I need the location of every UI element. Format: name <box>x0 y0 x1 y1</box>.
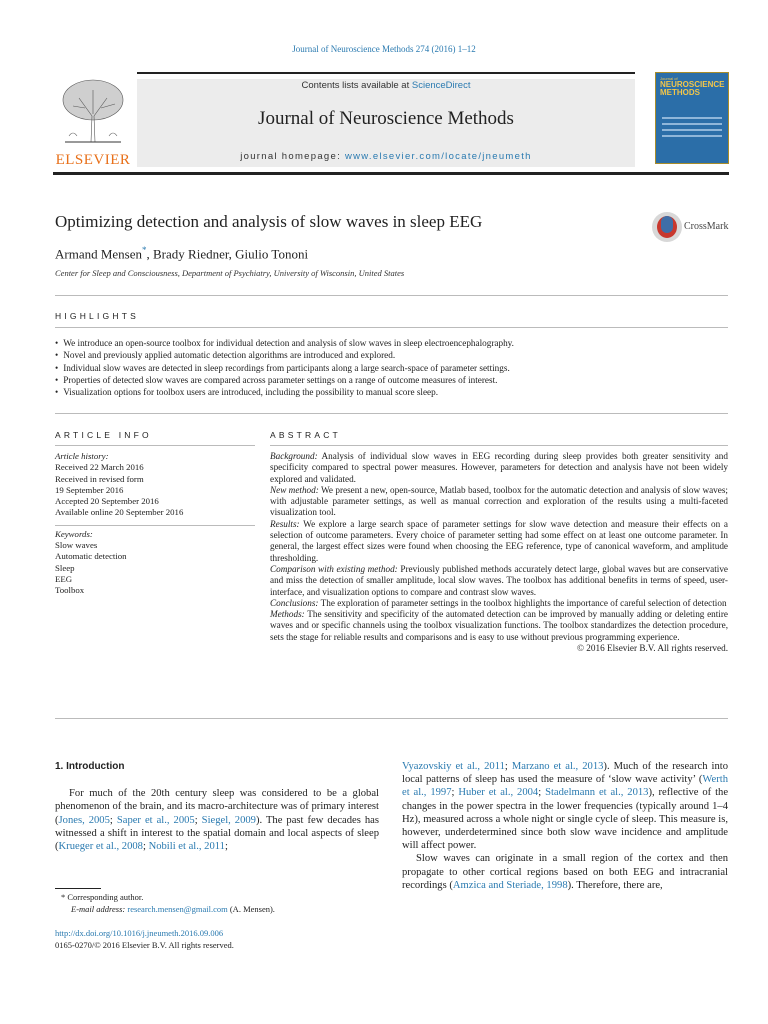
highlight-item: • Novel and previously applied automatic detection algorithms are introduced and explored. <box>55 349 735 361</box>
footnote-rule <box>55 888 101 889</box>
corresponding-author-note <box>55 892 375 904</box>
body-text: ; <box>224 841 228 853</box>
doi-line <box>55 928 375 940</box>
body-text: ), reflective of the changes in the power spectra in the lower frequencies (typically around 1–4 Hz), measured across a whole night or single cycle of sleep. This measure is, however, underdetermined since both slow wave incidence and amplitude will affect power. <box>402 787 729 852</box>
article-history-label: Article history: <box>55 451 109 461</box>
highlight-item: • Properties of detected slow waves are compared across parameter settings on a range of outcome measures of interest. <box>55 374 735 386</box>
article-info <box>55 451 255 597</box>
abstract-label: Comparison with existing method: <box>270 563 398 574</box>
divider <box>55 525 255 526</box>
abstract-new-method <box>270 485 728 519</box>
issn-copyright: 0165-0270/© 2016 Elsevier B.V. All rights reserved. <box>55 939 234 950</box>
history-entry: Accepted 20 September 2016 <box>55 496 159 507</box>
intro-paragraph-1-continued <box>402 760 728 852</box>
citation-link[interactable]: Huber et al., 2004 <box>458 787 539 799</box>
abstract-label: New method: <box>270 484 319 495</box>
journal-masthead <box>53 72 729 172</box>
abstract-text: The sensitivity and specificity of the automated detection can be improved by manually adding or deleting entire waves and or specific channels using the toolbox visualization functions. The toolbox standardizes the detection procedure, sets the stage for reliable results and comparisons and is easy to use without previous programming experience. <box>270 609 728 642</box>
divider <box>55 295 728 296</box>
abstract-label: Methods: <box>270 609 305 620</box>
email-suffix: (A. Mensen). <box>227 903 275 914</box>
abstract-conclusions <box>270 598 728 609</box>
divider <box>55 413 728 414</box>
keyword: EEG <box>55 573 73 584</box>
section-heading-introduction: 1. Introduction <box>55 761 125 772</box>
masthead-bottom-rule <box>53 172 729 175</box>
crossmark-icon <box>652 212 682 242</box>
abstract-copyright: © 2016 Elsevier B.V. All rights reserved. <box>577 643 728 654</box>
footnotes <box>55 892 375 951</box>
body-text: Slow waves can originate in a small region of the cortex and then propagate to other cortical regions based on both EEG and intracranial recordings ( <box>402 853 728 891</box>
abstract-label: Results: <box>270 518 300 529</box>
citation-separator: ; <box>504 761 512 772</box>
highlight-item: • We introduce an open-source toolbox for individual detection and analysis of slow waves in sleep electroencephalography. <box>55 337 735 349</box>
divider <box>270 445 728 446</box>
elsevier-logo[interactable] <box>53 76 133 168</box>
cover-decoration <box>662 117 722 141</box>
sciencedirect-link[interactable]: ScienceDirect <box>411 80 471 91</box>
elsevier-tree-icon <box>55 76 131 146</box>
abstract-text: The exploration of parameter settings in the toolbox highlights the importance of careful selection of detection <box>318 597 727 608</box>
abstract-label: Conclusions: <box>270 597 319 608</box>
citation-link[interactable]: Vyazovskiy et al., 2011 <box>402 761 505 772</box>
abstract-text: Analysis of individual slow waves in EEG recording during sleep provides both greater sensitivity and specificity compared to spectral power measures. However, parameters for detection and analysis have not been widely explored and validated. <box>270 451 728 484</box>
keywords-label: Keywords: <box>55 528 93 539</box>
author-name: Armand Mensen <box>55 246 143 262</box>
article-title: Optimizing detection and analysis of slow waves in sleep EEG <box>55 212 483 231</box>
running-head[interactable]: Journal of Neuroscience Methods 274 (2016) 1–12 <box>292 44 476 54</box>
citation-link[interactable]: Stadelmann et al., 2013 <box>545 787 649 799</box>
citation-link[interactable]: Amzica and Steriade, 1998 <box>452 879 568 891</box>
abstract-heading: ABSTRACT <box>270 430 341 440</box>
history-entry: Received in revised form <box>55 473 144 484</box>
body-column-right <box>402 760 728 892</box>
corresponding-author-link[interactable]: * <box>142 245 147 255</box>
cover-title-line-1: NEUROSCIENCE <box>660 80 725 89</box>
email-note <box>55 904 375 916</box>
body-column-left <box>55 760 379 853</box>
keyword: Toolbox <box>55 585 85 596</box>
citation-link[interactable]: Nobili et al., 2011 <box>148 841 225 853</box>
divider <box>55 718 728 719</box>
body-text: ). The past few decades has witnessed a shift in interest to the spatial domain and local aspects of sleep ( <box>55 814 379 853</box>
highlights-heading: HIGHLIGHTS <box>55 311 139 321</box>
citation-separator: ; <box>142 841 149 853</box>
publisher-wordmark: ELSEVIER <box>55 152 131 168</box>
abstract-comparison <box>270 564 728 598</box>
intro-paragraph-2 <box>402 852 728 892</box>
intro-paragraph-1 <box>55 787 379 853</box>
contents-line <box>137 80 635 91</box>
citation-separator: ; <box>109 814 117 826</box>
citation-link[interactable]: Werth et al., 1997 <box>402 774 728 799</box>
citation-separator: ; <box>538 787 546 799</box>
masthead-banner <box>137 79 635 167</box>
citation-link[interactable]: Saper et al., 2005 <box>116 814 195 826</box>
highlight-item: • Individual slow waves are detected in sleep recordings from participants along a large search-space of parameter settings. <box>55 362 735 374</box>
abstract-body <box>270 451 728 654</box>
keyword: Automatic detection <box>55 551 127 562</box>
homepage-prefix: journal homepage: <box>240 151 345 162</box>
citation-link[interactable]: Marzano et al., 2013 <box>511 761 604 772</box>
author-list <box>55 245 308 262</box>
citation-link[interactable]: Jones, 2005 <box>58 814 110 826</box>
masthead-top-rule <box>137 72 635 74</box>
journal-name: Journal of Neuroscience Methods <box>258 108 514 129</box>
crossmark-label: CrossMark <box>684 221 729 232</box>
email-label: E-mail address: <box>71 903 126 914</box>
citation-separator: ; <box>194 814 202 826</box>
history-entry: Received 22 March 2016 <box>55 462 144 473</box>
journal-cover-thumbnail[interactable] <box>655 72 729 164</box>
article-info-heading: ARTICLE INFO <box>55 430 152 440</box>
keyword: Sleep <box>55 562 75 573</box>
crossmark-badge[interactable] <box>652 212 732 246</box>
footnote-marker: * <box>61 892 66 902</box>
journal-homepage <box>137 151 635 162</box>
footnote-text: Corresponding author. <box>65 892 144 902</box>
highlight-item: • Visualization options for toolbox users are introduced, including the possibility to manual score sleep. <box>55 386 735 398</box>
body-text: For much of the 20th century sleep was considered to be a global phenomenon of the brain, and its macro-architecture was of primary interest ( <box>55 788 379 826</box>
contents-prefix: Contents lists available at <box>301 80 412 91</box>
abstract-methods <box>270 609 728 643</box>
abstract-text: We present a new, open-source, Matlab based, toolbox for the automatic detection and analysis of slow waves; with adjustable parameter settings, as well as manual correction and exploration of the results using a multi-faceted visualization tool. <box>270 484 728 518</box>
abstract-results <box>270 519 728 564</box>
abstract-label: Background: <box>270 451 318 461</box>
history-entry: 19 September 2016 <box>55 484 124 495</box>
abstract-text: We explore a large search space of parameter settings for slow wave detection and measure their effects on a selection of outcome parameters. Every choice of parameter setting had some effect on at least one outcome parameter. In general, the largest effect sizes were found when choosing the EEG reference, type of canonical waveform, and amplitude thresholding. <box>270 518 728 563</box>
doi-link[interactable]: http://dx.doi.org/10.1016/j.jneumeth.2016.09.006 <box>55 928 224 938</box>
highlights-list <box>55 337 735 398</box>
cover-title-line-2: METHODS <box>660 88 700 97</box>
citation-separator: ; <box>451 787 459 799</box>
history-entry: Available online 20 September 2016 <box>55 507 184 518</box>
cover-small-text: Journal of <box>660 76 678 81</box>
author-names-rest: , Brady Riedner, Giulio Tononi <box>146 246 309 262</box>
keyword: Slow waves <box>55 540 98 551</box>
body-text: ). Therefore, there are, <box>567 879 663 891</box>
divider <box>55 327 728 328</box>
citation-link[interactable]: Siegel, 2009 <box>201 814 256 826</box>
author-affiliation: Center for Sleep and Consciousness, Department of Psychiatry, University of Wisconsin, United States <box>55 268 405 278</box>
homepage-link[interactable]: www.elsevier.com/locate/jneumeth <box>344 151 532 162</box>
citation-link[interactable]: Krueger et al., 2008 <box>58 841 143 853</box>
abstract-text: Previously published methods accurately detect large, global waves but are conservative and miss the detection of smaller amplitude, local slow waves. The toolbox has additional benefits in terms of speed, user-interface, and visualization options to compare and contrast slow waves. <box>270 563 728 597</box>
body-text: ). Much of the research into local patterns of sleep has used the measure of ‘slow wave activity’ ( <box>402 761 729 786</box>
divider <box>55 445 255 446</box>
abstract-background <box>270 451 728 485</box>
email-link[interactable]: research.mensen@gmail.com <box>127 903 228 914</box>
